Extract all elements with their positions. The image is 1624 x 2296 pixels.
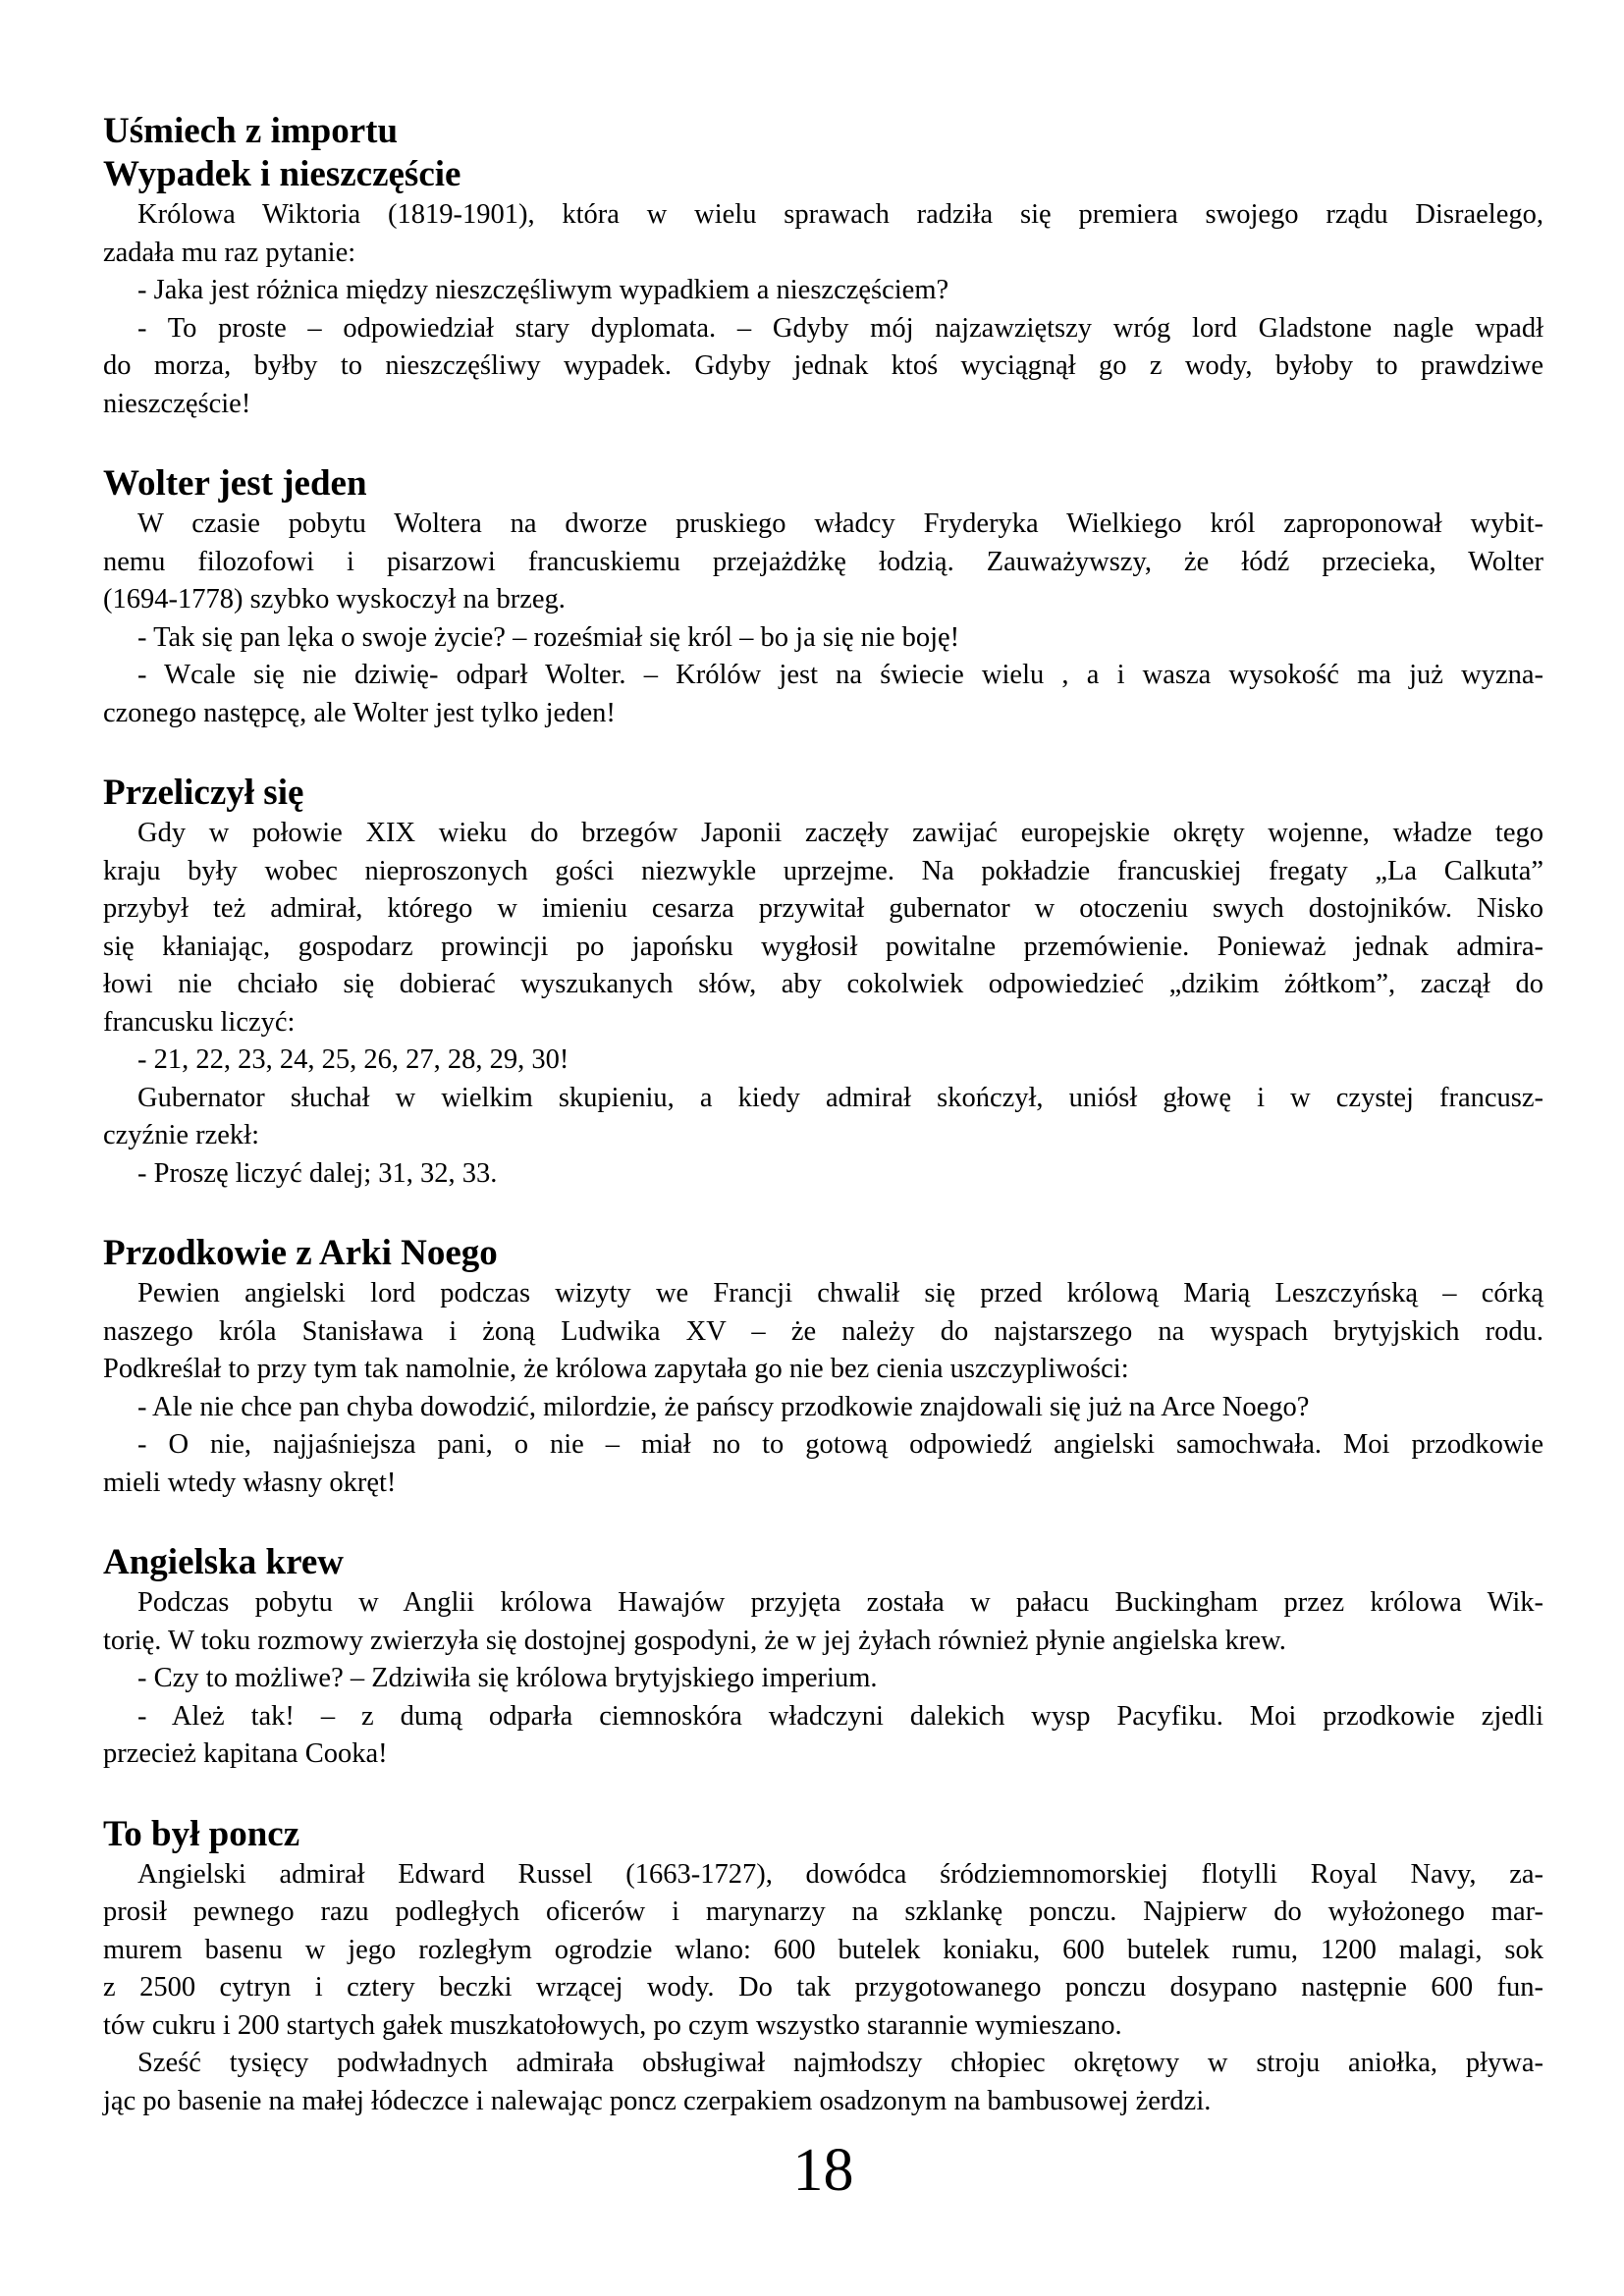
text-line: naszego króla Stanisława i żoną Ludwika XV – że należy do najstarszego na wyspach brytyjskich rodu. <box>103 1315 1543 1347</box>
section-heading: Przeliczył się <box>103 773 304 813</box>
sections <box>103 153 1543 2120</box>
text-line: Sześć tysięcy podwładnych admirała obsługiwał najmłodszy chłopiec okrętowy w stroju aniołka, pływa- <box>137 2048 1543 2078</box>
text-line: Gdy w połowie XIX wieku do brzegów Japonii zaczęły zawijać europejskie okręty wojenne, władze tego <box>137 818 1543 848</box>
text-line: do morza, byłby to nieszczęśliwy wypadek. Gdyby jednak ktoś wyciągnął go z wody, byłoby to prawdziwe <box>103 350 1543 381</box>
paragraph <box>103 1155 1543 1194</box>
text-line: - Tak się pan lęka o swoje życie? – roześmiał się król – bo ja się nie boję! <box>137 621 960 653</box>
text-line: z 2500 cytryn i cztery beczki wrzącej wody. Do tak przygotowanego ponczu dosypano następnie 600 fun- <box>103 1972 1543 2002</box>
paragraph <box>103 619 1543 658</box>
paragraph <box>103 1660 1543 1698</box>
paragraph <box>103 1426 1543 1502</box>
paragraph <box>103 1389 1543 1427</box>
section-heading: To był poncz <box>103 1813 300 1854</box>
text-line: Podkreślał to przy tym tak namolnie, że królowa zapytała go nie bez cienia uszczypliwości: <box>103 1354 1129 1384</box>
text-line: - Wcale się nie dziwię- odparł Wolter. – Królów jest na świecie wielu , a i wasza wysokość ma już wyzna- <box>137 660 1543 690</box>
story-section <box>103 153 1543 423</box>
paragraph <box>103 1698 1543 1774</box>
text-line: Gubernator słuchał w wielkim skupieniu, a kiedy admirał skończył, uniósł głowę i w czystej francusz- <box>137 1082 1543 1113</box>
story-section <box>103 1232 1543 1502</box>
section-heading: Przodkowie z Arki Noego <box>103 1233 498 1273</box>
text-line: francusku liczyć: <box>103 1006 296 1038</box>
page-number: 18 <box>792 2137 854 2204</box>
text-line: - Ale nie chce pan chyba dowodzić, milordzie, że pańscy przodkowie znajdowali się już na Arce Noego? <box>137 1391 1310 1422</box>
text-line: nemu filozofowi i pisarzowi francuskiemu przejażdżkę łodzią. Zauważywszy, że łódź przecieka, Wolter <box>103 546 1543 577</box>
text-line: kraju były wobec nieproszonych gości niezwykle uprzejme. Na pokładzie francuskiej fregaty „La Calkuta” <box>103 855 1543 886</box>
text-line: mieli wtedy własny okręt! <box>103 1467 397 1498</box>
text-line: zadała mu raz pytanie: <box>103 237 356 268</box>
text-line: Podczas pobytu w Anglii królowa Hawajów przyjęta została w pałacu Buckingham przez królowa Wik- <box>137 1587 1543 1618</box>
text-line: - Ależ tak! – z dumą odparła ciemnoskóra władczyni dalekich wysp Pacyfiku. Moi przodkowie zjedli <box>137 1700 1543 1732</box>
paragraph <box>103 272 1543 310</box>
story-section <box>103 462 1543 732</box>
text-line: Pewien angielski lord podczas wizyty we Francji chwalił się przed królową Marią Leszczyńską – córką <box>137 1278 1543 1308</box>
story-section <box>103 1813 1543 2121</box>
text-line: torię. W toku rozmowy zwierzyła się dostojnej gospodyni, że w jej żyłach również płynie angielska krew. <box>103 1625 1286 1656</box>
section-heading: Angielska krew <box>103 1542 344 1582</box>
text-line: się kłaniając, gospodarz prowincji po japońsku wygłosił powitalne przemówienie. Ponieważ jednak admira- <box>103 931 1543 962</box>
text-line: - Proszę liczyć dalej; 31, 32, 33. <box>137 1157 498 1189</box>
text-line: Angielski admirał Edward Russel (1663-1727), dowódca śródziemnomorskiej flotylli Royal Navy, za- <box>137 1858 1543 1890</box>
text-line: Królowa Wiktoria (1819-1901), która w wielu sprawach radziła się premiera swojego rządu Disraelego, <box>137 199 1543 230</box>
text-line: - 21, 22, 23, 24, 25, 26, 27, 28, 29, 30! <box>137 1044 569 1075</box>
story-section <box>103 1541 1543 1774</box>
text-line: czonego następcę, ale Wolter jest tylko jeden! <box>103 697 616 728</box>
text-line: jąc po basenie na małej łódeczce i nalewając poncz czerpakiem osadzonym na bambusowej żerdzi. <box>103 2085 1212 2116</box>
paragraph <box>103 196 1543 272</box>
text-line: (1694-1778) szybko wyskoczył na brzeg. <box>103 584 566 614</box>
text-line: - To proste – odpowiedział stary dyplomata. – Gdyby mój najzawziętszy wróg lord Gladstone nagle wpadł <box>137 312 1543 344</box>
text-line: - Czy to możliwe? – Zdziwiła się królowa brytyjskiego imperium. <box>137 1663 878 1693</box>
paragraph <box>103 1041 1543 1080</box>
paragraph <box>103 1856 1543 2046</box>
paragraph <box>103 506 1543 619</box>
paragraph <box>103 310 1543 424</box>
book-title: Uśmiech z importu <box>103 111 399 151</box>
section-heading: Wolter jest jeden <box>103 463 367 504</box>
text-line: czyźnie rzekł: <box>103 1120 260 1150</box>
text-line: - Jaka jest różnica między nieszczęśliwym wypadkiem a nieszczęściem? <box>137 275 949 305</box>
paragraph <box>103 815 1543 1041</box>
text-line: przecież kapitana Cooka! <box>103 1738 388 1769</box>
text-line: - O nie, najjaśniejsza pani, o nie – miał no to gotową odpowiedź angielski samochwała. Moi przodkowie <box>137 1429 1543 1460</box>
text-line: tów cukru i 200 startych gałek muszkatołowych, po czym wszystko starannie wymieszano. <box>103 2009 1122 2041</box>
paragraph <box>103 1584 1543 1660</box>
paragraph <box>103 1275 1543 1389</box>
paragraph <box>103 1080 1543 1155</box>
paragraph <box>103 657 1543 732</box>
text-line: łowi nie chciało się dobierać wyszukanych słów, aby cokolwiek odpowiedzieć „dzikim żółtkom”, zaczął do <box>103 969 1543 999</box>
text-line: W czasie pobytu Woltera na dworze pruskiego władcy Fryderyka Wielkiego król zaproponował wybit- <box>137 508 1543 539</box>
paragraph <box>103 2045 1543 2120</box>
text-line: murem basenu w jego rozległym ogrodzie wlano: 600 butelek koniaku, 600 butelek rumu, 1200 malagi, sok <box>103 1934 1543 1965</box>
section-heading: Wypadek i nieszczęście <box>103 154 461 194</box>
text-line: przybył też admirał, którego w imieniu cesarza przywitał gubernator w otoczeniu swych dostojników. Nisko <box>103 893 1543 924</box>
text-line: nieszczęście! <box>103 388 251 419</box>
story-section <box>103 772 1543 1193</box>
text-line: prosił pewnego razu podległych oficerów i marynarzy na szklankę ponczu. Najpierw do wyłożonego mar- <box>103 1896 1543 1927</box>
